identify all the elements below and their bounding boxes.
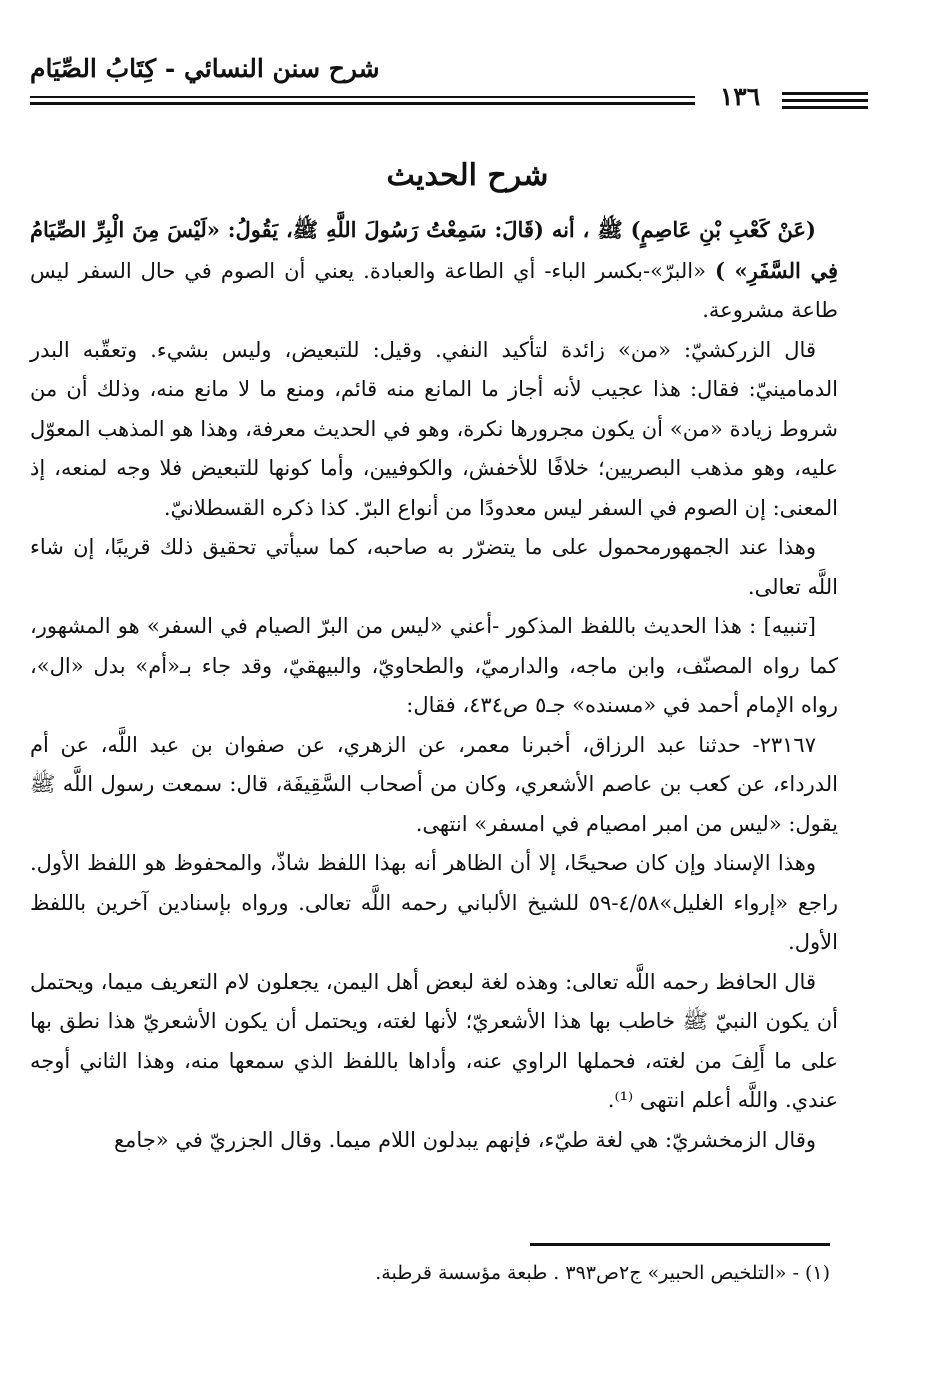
hadith-lead: (عَنْ كَعْبِ بْنِ عَاصِمٍ) ﷺ ، أنه (قَالَ: سَمِعْتُ رَسُولَ اللَّهِ ﷺ، يَقُولُ: «لَيْسَ مِنَ الْبِرِّ الصِّيَامُ فِي السَّفَرِ» ) xyxy=(30,217,838,283)
running-head-title: شرح سنن النسائي - كِتَابُ الصِّيَام xyxy=(30,54,380,83)
footnote: (١) - «التلخيص الحبير» ج٢ص٣٩٣ . طبعة مؤسسة قرطبة. xyxy=(375,1262,830,1284)
section-title: شرح الحديث xyxy=(386,158,549,193)
page-number-rule-2 xyxy=(782,99,868,102)
footnote-divider xyxy=(530,1243,830,1246)
paragraph-4: [تنبيه] : هذا الحديث باللفظ المذكور -أعني «ليس من البرّ الصيام في السفر» هو المشهور، كما رواه المصنّف، وابن ماجه، والدارميّ، والطحاويّ، والبيهقيّ، وقد جاء بـ«أم» بدل «ال»، رواه الإمام أحمد في «مسنده» جـ٥ ص٤٣٤، فقال: xyxy=(30,614,838,717)
paragraph-6: وهذا الإسناد وإن كان صحيحًا، إلا أن الظاهر أنه بهذا اللفظ شاذّ، والمحفوظ هو اللفظ الأول. راجع «إرواء الغليل»٤/٥٨-٥٩ للشيخ الألباني رحمه اللَّه تعالى. ورواه بإسنادين آخرين باللفظ الأول. xyxy=(30,851,838,954)
paragraph-1 xyxy=(30,210,838,331)
paragraph-2: قال الزركشيّ: «من» زائدة لتأكيد النفي. وقيل: للتبعيض، وليس بشيء. وتعقّبه البدر الدمامينيّ: فقال: هذا عجيب لأنه أجاز ما المانع منه قائم، ومنع ما لا مانع منه، وذلك أن من شروط زيادة «من» أن يكون مجرورها نكرة، وهو في الحديث معرفة، وهذا هو المذهب المعوّل عليه، وهو مذهب البصريين؛ خلافًا للأخفش، والكوفيين، وأما كونها للتبعيض فلا وجه لمنعه، إذ المعنى: إن الصوم في السفر ليس معدودًا من أنواع البرّ. كذا ذكره القسطلانيّ. xyxy=(30,337,838,520)
page-header xyxy=(30,52,840,120)
page-number-rule-1 xyxy=(782,92,868,95)
paragraph-5: ٢٣١٦٧- حدثنا عبد الرزاق، أخبرنا معمر، عن الزهري، عن صفوان بن عبد اللَّه، عن أم الدرداء، عن كعب بن عاصم الأشعري، وكان من أصحاب السَّقِيفَة، قال: سمعت رسول اللَّه ﷺ يقول: «ليس من امبر امصيام في امسفر» انتهى. xyxy=(30,732,838,836)
paragraph-1-text: «البرّ»-بكسر الباء- أي الطاعة والعبادة. يعني أن الصوم في حال السفر ليس طاعة مشروعة. xyxy=(30,258,838,322)
body-text xyxy=(30,210,838,1160)
page-number: ١٣٦ xyxy=(719,82,761,111)
page-number-rule-3 xyxy=(782,106,868,109)
paragraph-3: وهذا عند الجمهورمحمول على ما يتضرّر به صاحبه، كما سيأتي تحقيق ذلك قريبًا، إن شاء اللَّه تعالى. xyxy=(30,535,838,599)
paragraph-7: قال الحافظ رحمه اللَّه تعالى: وهذه لغة لبعض أهل اليمن، يجعلون لام التعريف ميما، ويحتمل أن يكون النبيّ ﷺ خاطب بها هذا الأشعريّ؛ لأنها لغته، ويحتمل أن يكون الأشعريّ هذا نطق بها على ما أَلِفَ من لغته، فحملها الراوي عنه، وأداها باللفظ الذي سمعها منه، وهذا الثاني أوجه عندي. واللَّه أعلم انتهى ⁽¹⁾. xyxy=(30,969,838,1112)
header-rule-thick xyxy=(30,102,695,105)
header-rule-thin xyxy=(30,96,695,98)
paragraph-8: وقال الزمخشريّ: هي لغة طيّء، فإنهم يبدلون اللام ميما. وقال الجزريّ في «جامع xyxy=(114,1127,816,1152)
